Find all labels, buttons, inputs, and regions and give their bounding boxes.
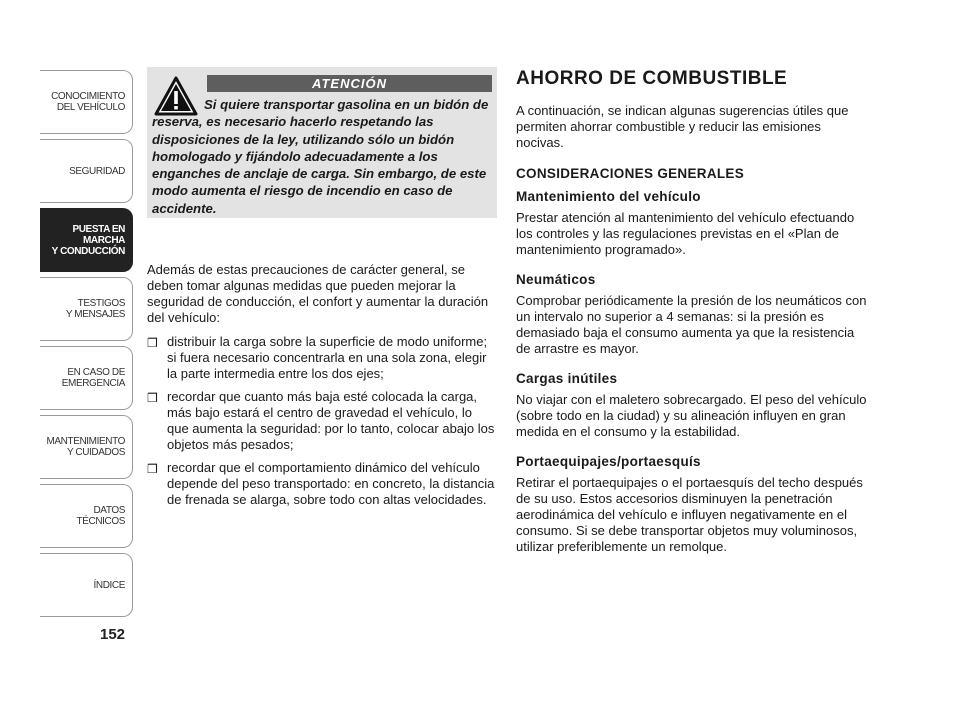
warning-text: Si quiere transportar gasolina en un bidón de reserva, es necesario hacerlo respetando las disposiciones de la ley, utilizando sólo un bidón homologado y fijándolo adecuadamente a los enganches de anclaje de carga. Sin embargo, de este modo aumenta el riesgo de incendio en caso de accidente. — [152, 97, 489, 216]
tab-label: MANTENIMIENTO Y CUIDADOS — [46, 436, 125, 458]
checkbox-bullet-icon: ❒ — [147, 336, 158, 350]
left-column — [147, 262, 497, 515]
checkbox-bullet-icon: ❒ — [147, 391, 158, 405]
tab-conocimiento-del-vehiculo[interactable] — [40, 70, 133, 134]
warning-box — [147, 67, 497, 218]
list-item-text: recordar que cuanto más baja esté colocada la carga, más bajo estará el centro de gravedad el vehículo, lo que aumenta la seguridad: por lo tanto, colocar abajo los objetos más pesados; — [167, 389, 495, 452]
subsection-heading: Portaequipajes/portaesquís — [516, 454, 701, 469]
list-item — [147, 334, 497, 382]
page-title: AHORRO DE COMBUSTIBLE — [516, 68, 788, 89]
list-item — [147, 460, 497, 508]
tab-testigos-y-mensajes[interactable] — [40, 277, 133, 341]
subsection-heading: Neumáticos — [516, 272, 596, 287]
tab-label: ÍNDICE — [93, 579, 125, 591]
intro-paragraph: Además de estas precauciones de carácter general, se deben tomar algunas medidas que pueden mejorar la seguridad de conducción, el confort y aumentar la duración del vehículo: — [147, 262, 489, 325]
intro-paragraph: A continuación, se indican algunas sugerencias útiles que permiten ahorrar combustible y reducir las emisiones nocivas. — [516, 103, 849, 150]
subsection-text: Retirar el portaequipajes o el portaesquís del techo después de su uso. Estos accesorios disminuyen la penetración aerodinámica del vehículo e influyen negativamente en el consumo. Si se debe transportar objetos muy voluminosos, utilizar preferiblemente un remolque. — [516, 475, 863, 554]
tab-seguridad[interactable] — [40, 139, 133, 203]
warning-title: ATENCIÓN — [207, 75, 492, 92]
list-item — [147, 389, 497, 453]
section-heading: CONSIDERACIONES GENERALES — [516, 166, 745, 181]
checkbox-bullet-icon: ❒ — [147, 462, 158, 476]
subsection-text: Comprobar periódicamente la presión de los neumáticos con un intervalo no superior a 4 semanas: si la presión es demasiado baja el consumo aumenta ya que la resistencia de arrastre es mayor. — [516, 293, 867, 356]
subsection-text: No viajar con el maletero sobrecargado. El peso del vehículo (sobre todo en la ciudad) y su alineación influyen en gran medida en el consumo y la estabilidad. — [516, 392, 867, 439]
tab-label: CONOCIMIENTO DEL VEHÍCULO — [51, 91, 125, 113]
tab-mantenimiento-y-cuidados[interactable] — [40, 415, 133, 479]
tab-puesta-en-marcha[interactable] — [40, 208, 133, 272]
page-number: 152 — [100, 626, 126, 643]
right-column — [516, 67, 872, 555]
subsection-text: Prestar atención al mantenimiento del vehículo efectuando los controles y las regulaciones previstas en el «Plan de mantenimiento programado». — [516, 210, 855, 257]
list-item-text: distribuir la carga sobre la superficie de modo uniforme; si fuera necesario concentrarla en una sola zona, elegir la parte intermedia entre los dos ejes; — [167, 334, 488, 381]
tab-indice[interactable] — [40, 553, 133, 617]
subsection-heading: Cargas inútiles — [516, 371, 618, 386]
tab-label: DATOS TÉCNICOS — [76, 505, 125, 527]
tab-datos-tecnicos[interactable] — [40, 484, 133, 548]
tab-label: SEGURIDAD — [69, 165, 125, 177]
list-item-text: recordar que el comportamiento dinámico del vehículo depende del peso transportado: en concreto, la distancia de frenada se alarga, sobre todo con altas velocidades. — [167, 460, 495, 507]
tab-en-caso-de-emergencia[interactable] — [40, 346, 133, 410]
subsection-heading: Mantenimiento del vehículo — [516, 189, 701, 204]
tab-label: PUESTA EN MARCHA Y CONDUCCIÓN — [51, 223, 125, 257]
tab-label: EN CASO DE EMERGENCIA — [61, 367, 125, 389]
tab-label: TESTIGOS Y MENSAJES — [65, 298, 125, 320]
